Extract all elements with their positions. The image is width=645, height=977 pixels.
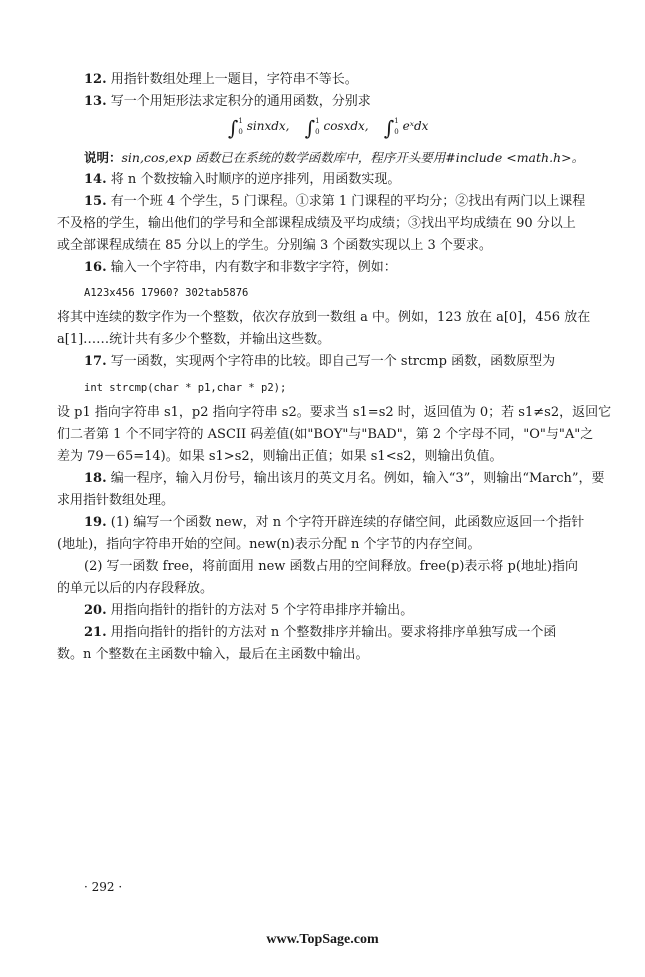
exercise-21-line-2: 数。n 个整数在主函数中输入，最后在主函数中输出。 (57, 647, 369, 662)
integral-formulas (228, 115, 428, 140)
exercise-text: 用指向指针的指针的方法对 5 个字符串排序并输出。 (110, 603, 414, 618)
exercise-14 (84, 171, 400, 189)
note (84, 149, 584, 167)
page-number: · 292 · (84, 880, 123, 894)
exercise-17-line-4: 差为 79－65=14)。如果 s1>s2，则输出正值；如果 s1<s2，则输出负值。 (57, 449, 503, 464)
note-text: sin,cos,exp 函数已在系统的数学函数库中，程序开头要用#include <math.h>。 (121, 150, 585, 165)
exercise-15-line-2: 不及格的学生，输出他们的学号和全部课程成绩及平均成绩；③找出平均成绩在 90 分以上 (57, 216, 576, 231)
exercise-text: (1) 编写一个函数 new，对 n 个字符开辟连续的存储空间，此函数应返回一个指针 (110, 515, 585, 530)
exercise-number: 13. (84, 94, 107, 109)
integral-sign: ∫ (383, 116, 395, 140)
code-example: A123x456 17960? 302tab5876 (84, 287, 249, 299)
exercise-text: 写一函数，实现两个字符串的比较。即自己写一个 strcmp 函数，函数原型为 (110, 354, 556, 369)
exercise-text: 用指向指针的指针的方法对 n 个整数排序并输出。要求将排序单独写成一个函 (110, 625, 557, 640)
exercise-17-line-3: 们二者第 1 个不同字符的 ASCII 码差值(如"BOY"与"BAD"，第 2 个字母不同，"O"与"A"之 (57, 427, 594, 442)
exercise-18 (84, 470, 605, 488)
exercise-15-line-3: 或全部课程成绩在 85 分以上的学生。分别编 3 个函数实现以上 3 个要求。 (57, 238, 492, 253)
exercise-13 (84, 93, 371, 111)
exercise-text: 用指针数组处理上一题目，字符串不等长。 (110, 72, 358, 87)
website-footer: www.TopSage.com (266, 932, 379, 947)
exercise-text: 写一个用矩形法求定积分的通用函数，分别求 (110, 94, 371, 109)
exercise-12 (84, 71, 358, 89)
exercise-number: 21. (84, 625, 107, 640)
integrand-exp: eˣdx (402, 119, 429, 133)
upper-limit: 1 (394, 117, 399, 125)
exercise-18-line-2: 求用指针数组处理。 (57, 493, 175, 508)
exercise-text: 将 n 个数按输入时顺序的逆序排列，用函数实现。 (110, 172, 401, 187)
exercise-16-line-2: 将其中连续的数字作为一个整数，依次存放到一数组 a 中。例如，123 放在 a[0]，456 放在 (57, 310, 591, 325)
exercise-19-line-4: 的单元以后的内存段释放。 (57, 581, 214, 596)
exercise-17-line-2: 设 p1 指向字符串 s1，p2 指向字符串 s2。要求当 s1=s2 时，返回值为 0；若 s1≠s2，返回它 (57, 405, 612, 420)
integral-sign: ∫ (228, 116, 239, 140)
integrand-cos: cosxdx, (323, 119, 369, 133)
function-prototype: int strcmp(char * p1,char * p2); (84, 382, 287, 394)
exercise-text: 编一程序，输入月份号，输出该月的英文月名。例如，输入“3”，则输出“March”，要 (110, 471, 605, 486)
lower-limit: 0 (315, 128, 320, 136)
exercise-number: 19. (84, 515, 107, 530)
exercise-16 (84, 259, 397, 277)
exercise-16-line-3: a[1]……统计共有多少个整数，并输出这些数。 (57, 332, 331, 347)
exercise-text: 有一个班 4 个学生，5 门课程。①求第 1 门课程的平均分；②找出有两门以上课程 (110, 194, 586, 209)
exercise-number: 18. (84, 471, 107, 486)
note-label: 说明： (84, 150, 122, 165)
exercise-19-line-2: (地址)，指向字符串开始的空间。new(n)表示分配 n 个字节的内存空间。 (57, 537, 481, 552)
exercise-15 (84, 193, 585, 211)
exercise-number: 12. (84, 72, 107, 87)
exercise-17 (84, 353, 555, 371)
exercise-21 (84, 624, 556, 642)
integral-sign: ∫ (304, 116, 316, 140)
exercise-19 (84, 514, 584, 532)
exercise-number: 16. (84, 260, 107, 275)
exercise-20 (84, 602, 413, 620)
lower-limit: 0 (394, 128, 399, 136)
exercise-number: 14. (84, 172, 107, 187)
exercise-number: 15. (84, 194, 107, 209)
exercise-text: 输入一个字符串，内有数字和非数字字符，例如： (110, 260, 397, 275)
exercise-number: 20. (84, 603, 107, 618)
exercise-19-line-3: (2) 写一函数 free，将前面用 new 函数占用的空间释放。free(p)表示将 p(地址)指向 (84, 559, 579, 574)
upper-limit: 1 (238, 117, 243, 125)
exercise-number: 17. (84, 354, 107, 369)
lower-limit: 0 (238, 128, 243, 136)
integrand-sin: sinxdx, (246, 119, 290, 133)
upper-limit: 1 (315, 117, 320, 125)
